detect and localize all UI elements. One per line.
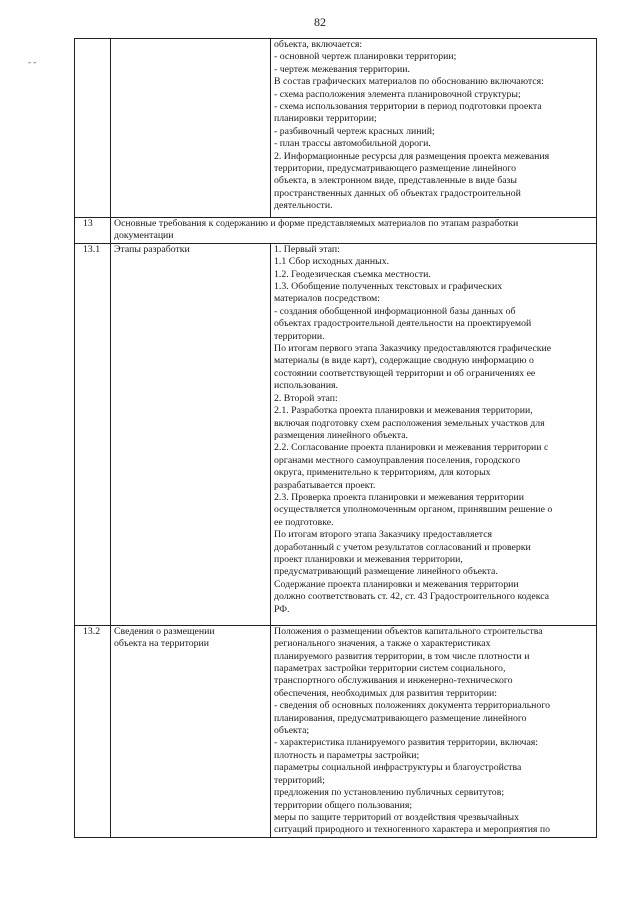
page-number: 82: [314, 15, 326, 29]
table-row-13-1: [75, 243, 597, 625]
text-line: Положения о размещении объектов капитального строительства: [274, 625, 543, 637]
text-line: осуществляется уполномоченным органом, принявшим решение о: [274, 504, 553, 516]
row-content-cell: [271, 625, 597, 837]
row-title-cell: [111, 218, 597, 244]
text-line: территории, предусматривающего размещение линейного: [274, 163, 517, 175]
text-line: 2. Информационные ресурсы для размещения проекта межевания: [274, 150, 550, 162]
text-line: Сведения о размещении: [114, 625, 215, 637]
row-number-cell: 13: [75, 218, 111, 244]
text-line: состоянии соответствующей территории и об ограничениях ее: [274, 367, 536, 379]
text-line: - характеристика планируемого развития территории, включая:: [274, 737, 539, 749]
text-line: - сведения об основных положениях документа территориального: [274, 700, 550, 712]
text-line: ее подготовке.: [274, 516, 334, 528]
text-line: В состав графических материалов по обоснованию включаются:: [274, 76, 544, 88]
text-line: 1. Первый этап:: [274, 243, 340, 255]
text-line: должно соответствовать ст. 42, ст. 43 Градостроительного кодекса: [274, 591, 550, 603]
row-number-cell: [75, 39, 111, 218]
table-row-13-2: [75, 625, 597, 837]
text-line: 2.1. Разработка проекта планировки и межевания территории,: [274, 405, 533, 417]
text-line: территории общего пользования;: [274, 799, 413, 811]
text-line: использования.: [274, 380, 338, 392]
text-line: 2.2. Согласование проекта планировки и межевания территории с: [274, 442, 549, 454]
text-line: - разбивочный чертеж красных линий;: [274, 125, 435, 137]
text-line: параметры социальной инфраструктуры и благоустройства: [274, 762, 522, 774]
row-title-cell: Этапы разработки: [111, 243, 271, 625]
text-line: объекта, включается:: [274, 39, 363, 50]
text-line: плотность и параметры застройки;: [274, 749, 420, 761]
text-line: По итогам первого этапа Заказчику предоставляются графические: [274, 343, 552, 355]
text-line: - схема расположения элемента планировочной структуры;: [274, 88, 521, 100]
text-line: территорий;: [274, 774, 325, 786]
text-line: меры по защите территорий от воздействия чрезвычайных: [274, 811, 519, 823]
text-line: - чертеж межевания территории.: [274, 63, 410, 75]
text-line: документации: [114, 230, 174, 242]
text-line: объекта;: [274, 725, 310, 737]
text-line: - схема использования территории в период подготовки проекта: [274, 101, 542, 113]
margin-mark: - -: [28, 57, 37, 67]
text-line: доработанный с учетом результатов согласований и проверки: [274, 541, 531, 553]
row-title-cell: [111, 625, 271, 837]
text-line: обеспечения, необходимых для развития территории:: [274, 687, 497, 699]
row-title-cell: [111, 39, 271, 218]
text-line: планируемого развития территории, в том числе плотности и: [274, 650, 530, 662]
text-line: 1.3. Обобщение полученных текстовых и графических: [274, 281, 503, 293]
text-line: По итогам второго этапа Заказчику предоставляется: [274, 529, 493, 541]
text-line: 1.2. Геодезическая съемка местности.: [274, 268, 431, 280]
requirements-table: [74, 38, 597, 838]
text-line: деятельности.: [274, 200, 333, 212]
text-line: ситуаций природного и техногенного характера и мероприятия по: [274, 824, 551, 836]
text-line: - план трассы автомобильной дороги.: [274, 138, 431, 150]
text-line: предусматривающий размещение линейного объекта.: [274, 566, 498, 578]
text-line: транспортного обслуживания и инженерно-технического: [274, 675, 513, 687]
text-line: размещения линейного объекта.: [274, 429, 408, 441]
row-number-cell: 13.2: [75, 625, 111, 837]
text-line: объекта, в электронном виде, представленные в виде базы: [274, 175, 517, 187]
row-number-cell: 13.1: [75, 243, 111, 625]
row-content-cell: [271, 39, 597, 218]
table-row-13: [75, 218, 597, 244]
text-line: объектах градостроительной деятельности на проектируемой: [274, 318, 532, 330]
text-line: - основной чертеж планировки территории;: [274, 51, 457, 63]
text-line: органами местного самоуправления поселения, городского: [274, 454, 521, 466]
text-line: 1.1 Сбор исходных данных.: [274, 256, 390, 268]
text-line: планирования, предусматривающего размещение линейного: [274, 712, 527, 724]
text-line: округа, применительно к территориям, для которых: [274, 467, 491, 479]
table-row-continuation: [75, 39, 597, 218]
text-line: предложения по установлению публичных сервитутов;: [274, 787, 505, 799]
text-line: включая подготовку схем расположения земельных участков для: [274, 417, 545, 429]
text-line: пространственных данных об объектах градостроительной: [274, 187, 521, 199]
text-line: 2. Второй этап:: [274, 392, 338, 404]
text-line: разрабатывается проект.: [274, 479, 376, 491]
text-line: Основные требования к содержанию и форме представляемых материалов по этапам разработки: [114, 218, 519, 229]
text-line: Содержание проекта планировки и межевания территории: [274, 578, 519, 590]
text-line: проект планировки и межевания территории,: [274, 553, 463, 565]
text-line: параметрах застройки территории систем социального,: [274, 663, 506, 675]
text-line: объекта на территории: [114, 638, 210, 650]
text-line: планировки территории;: [274, 113, 377, 125]
text-line: материалов посредством:: [274, 293, 380, 305]
text-line: регионального значения, а также о характеристиках: [274, 638, 491, 650]
text-line: материалы (в виде карт), содержащие сводную информацию о: [274, 355, 534, 367]
text-line: 2.3. Проверка проекта планировки и межевания территории: [274, 491, 525, 503]
text-line: территории.: [274, 330, 325, 342]
row-content-cell: [271, 243, 597, 625]
text-line: - создания обобщенной информационной базы данных об: [274, 305, 516, 317]
text-line: РФ.: [274, 603, 290, 615]
